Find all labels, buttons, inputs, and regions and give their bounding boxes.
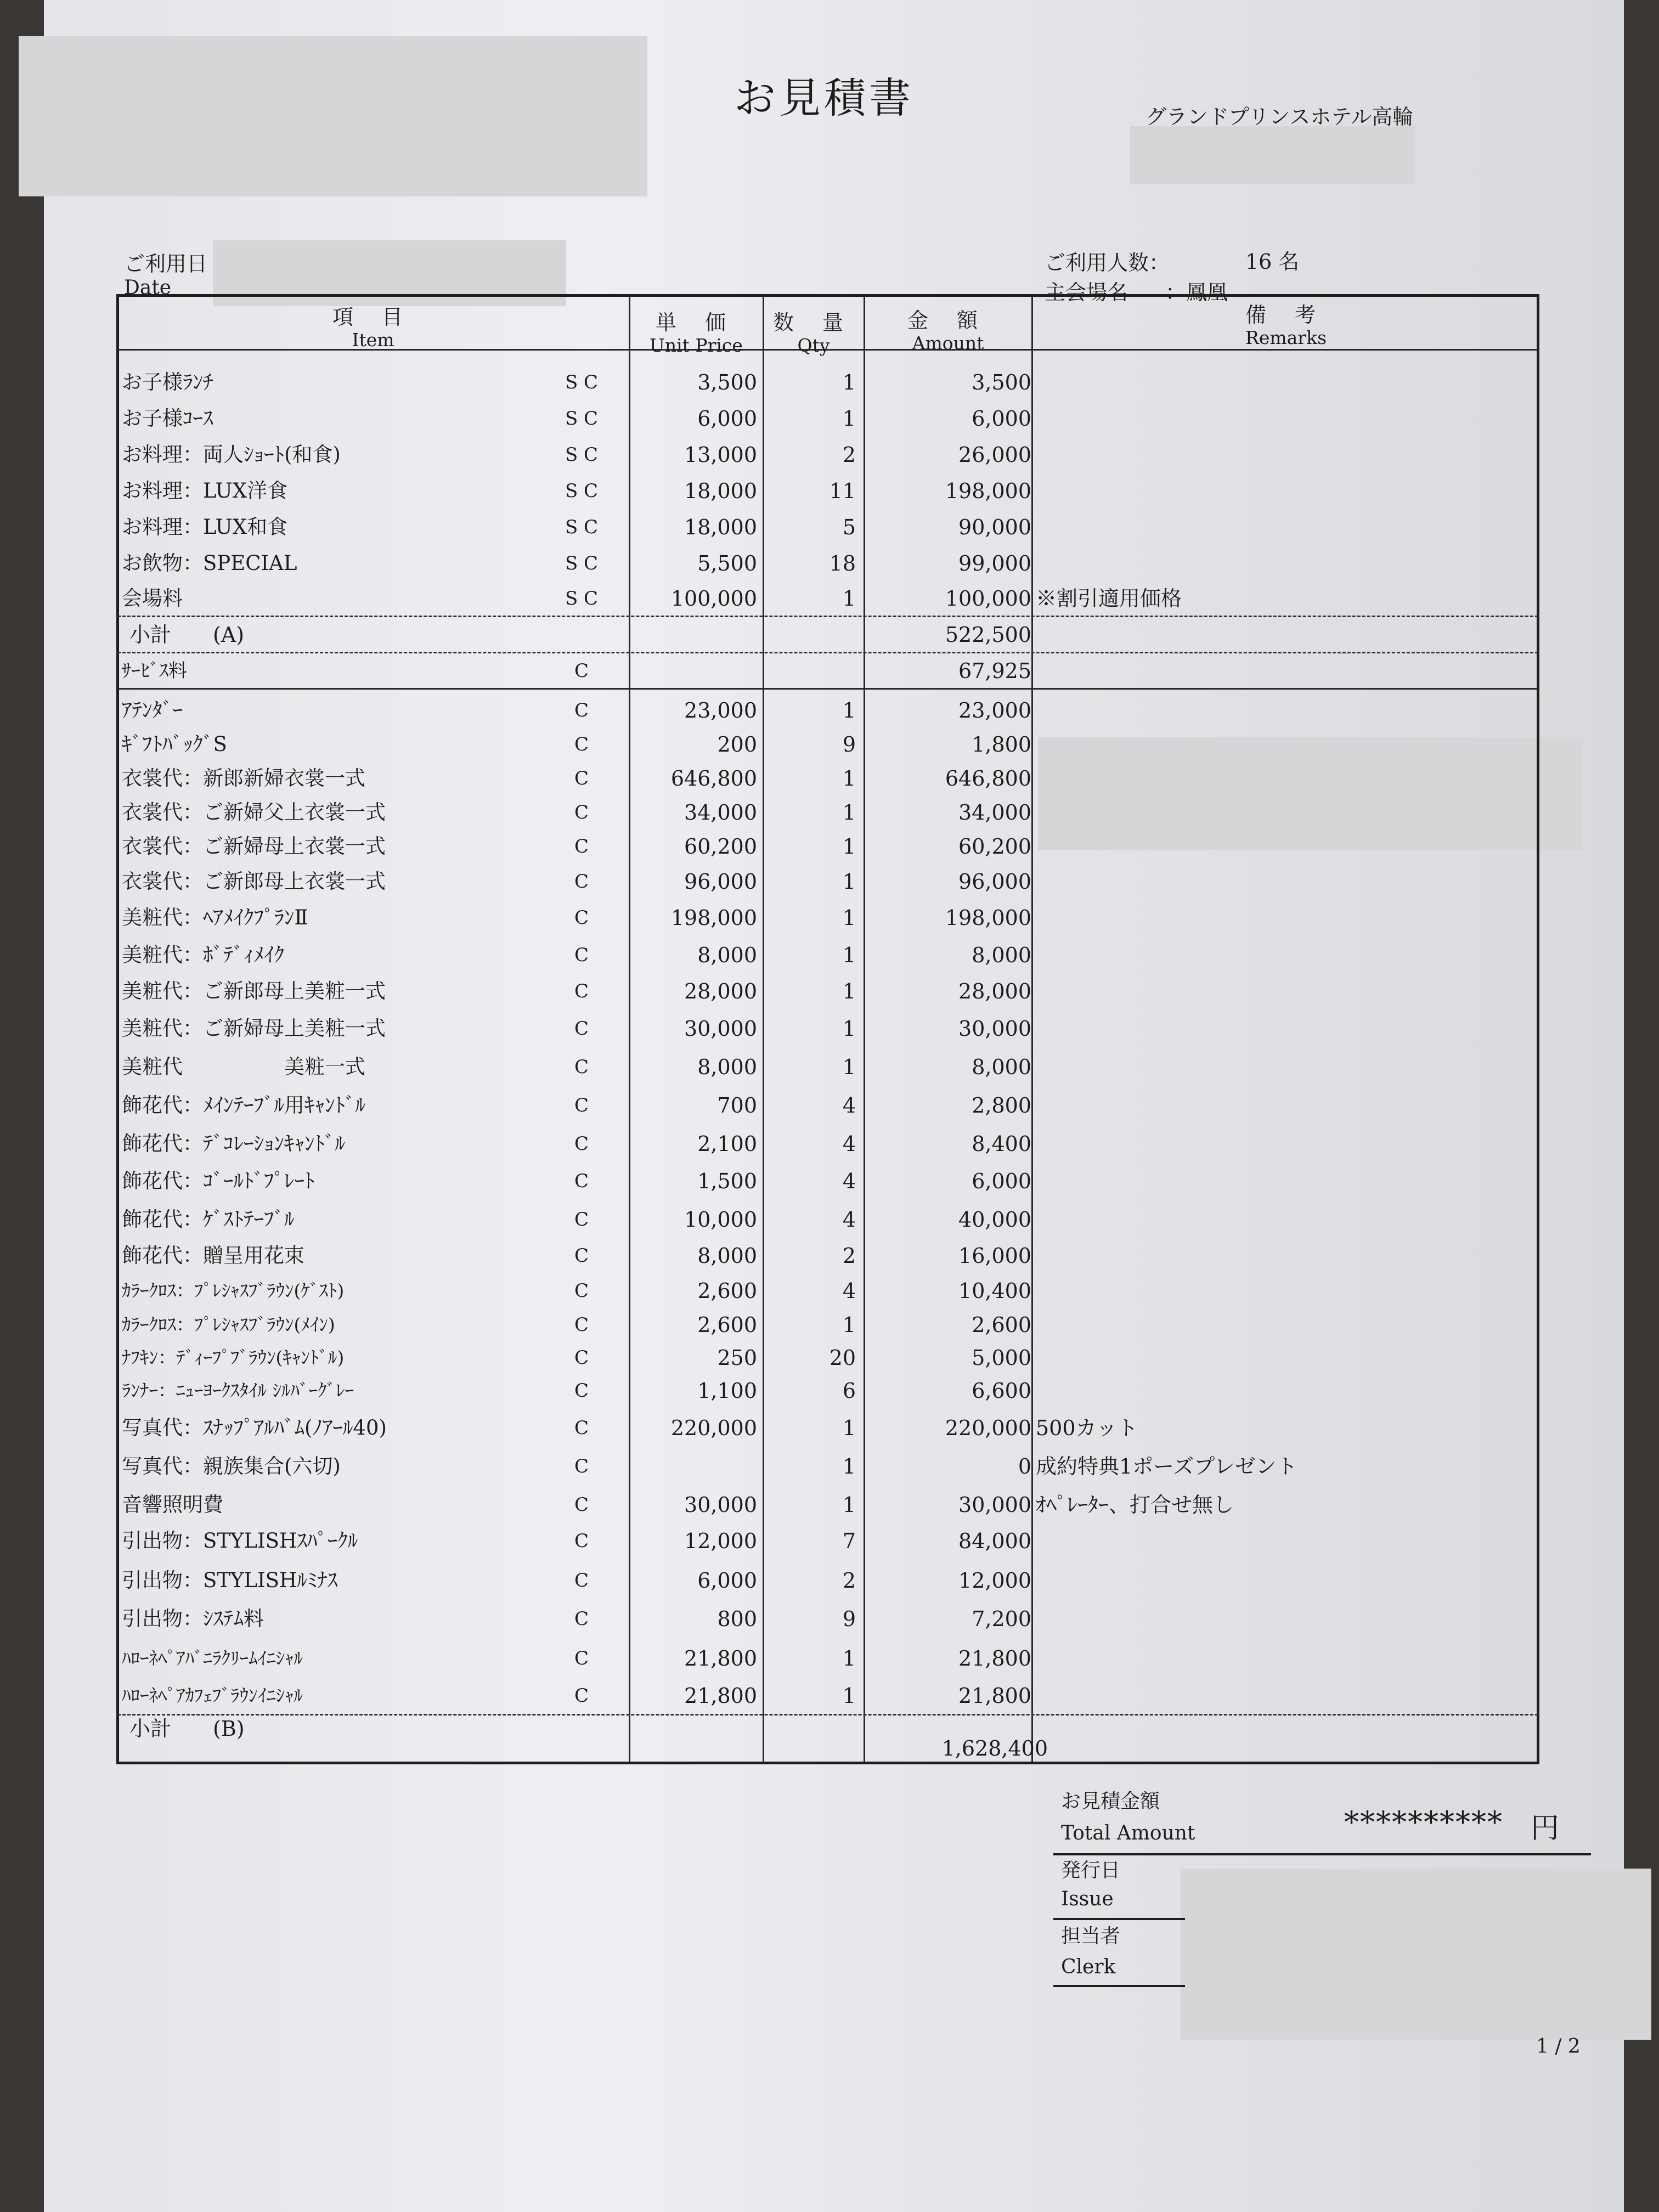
row-code: C — [574, 1209, 589, 1231]
row-amount: 26,000 — [958, 443, 1031, 467]
row-amount: 99,000 — [958, 551, 1031, 575]
row-qty: 4 — [842, 1169, 856, 1193]
row-item: お飲物：SPECIAL — [122, 551, 297, 575]
row-code: C — [574, 944, 589, 966]
row-qty: 4 — [842, 1207, 856, 1232]
row-code: C — [574, 980, 589, 1002]
row-code: C — [574, 1647, 589, 1669]
row-amount: 84,000 — [958, 1529, 1031, 1553]
row-amount: 8,000 — [972, 943, 1031, 967]
row-amount: 6,600 — [972, 1379, 1031, 1403]
row-qty: 4 — [842, 1093, 856, 1118]
row-unit-price: 96,000 — [684, 870, 757, 894]
row-amount: 6,000 — [972, 1169, 1031, 1193]
row-qty: 2 — [842, 1568, 856, 1593]
header-item — [121, 305, 625, 351]
row-amount: 12,000 — [958, 1568, 1031, 1593]
row-code: C — [574, 1280, 589, 1302]
header-remarks — [1034, 303, 1538, 349]
hotel-name: グランドプリンスホテル高輪 — [1146, 105, 1414, 129]
row-qty: 1 — [842, 870, 856, 894]
row-qty: 9 — [842, 732, 856, 757]
service-charge-code: C — [574, 660, 589, 682]
row-amount: 30,000 — [958, 1017, 1031, 1041]
row-amount: 21,800 — [958, 1684, 1031, 1708]
row-item: お子様ﾗﾝﾁ — [122, 370, 213, 394]
row-qty: 1 — [842, 407, 856, 431]
issue-label: 発行日 — [1061, 1859, 1121, 1882]
row-remarks: 500カット — [1036, 1416, 1138, 1440]
row-amount: 34,000 — [958, 800, 1031, 825]
row-amount: 30,000 — [958, 1493, 1031, 1517]
row-item: 美粧代 美粧一式 — [122, 1055, 365, 1079]
row-unit-price: 6,000 — [697, 407, 757, 431]
row-item: 美粧代：ﾎﾞﾃﾞｨﾒｲｸ — [122, 943, 284, 967]
row-code: C — [574, 1018, 589, 1040]
row-qty: 20 — [829, 1346, 856, 1370]
row-code: C — [574, 1347, 589, 1369]
row-qty: 1 — [842, 834, 856, 859]
row-qty: 1 — [842, 1416, 856, 1440]
row-unit-price: 30,000 — [684, 1017, 757, 1041]
redacted-issue-clerk — [1181, 1869, 1651, 2040]
row-unit-price: 1,100 — [697, 1379, 757, 1403]
row-qty: 7 — [842, 1529, 856, 1553]
row-amount: 8,000 — [972, 1055, 1031, 1079]
row-unit-price: 100,000 — [670, 586, 757, 611]
header-amount-en: Amount — [912, 332, 984, 354]
header-amount-jp: 金 額 — [907, 308, 989, 332]
row-remarks: 成約特典1ポーズプレゼント — [1036, 1454, 1297, 1479]
row-item: ﾊﾛｰﾈﾍﾟｱﾊﾞﾆﾗｸﾘｰﾑｲﾆｼｬﾙ — [122, 1647, 303, 1669]
row-item: ﾗﾝﾅｰ：ﾆｭｰﾖｰｸｽﾀｲﾙ ｼﾙﾊﾞｰｸﾞﾚｰ — [122, 1380, 354, 1401]
row-qty: 2 — [842, 1244, 856, 1268]
row-item: 美粧代：ご新婦母上美粧一式 — [122, 1017, 386, 1040]
row-amount: 3,500 — [972, 370, 1031, 394]
row-code: C — [574, 836, 589, 857]
row-unit-price — [636, 1448, 757, 1485]
row-qty: 1 — [842, 1493, 856, 1517]
row-amount: 100,000 — [945, 586, 1031, 611]
row-qty: 1 — [842, 370, 856, 394]
header-item-jp: 項 目 — [332, 305, 414, 329]
row-code: C — [574, 1094, 589, 1116]
document-title: お見積書 — [734, 74, 914, 122]
header-qty-jp: 数 量 — [772, 311, 855, 335]
row-item: 写真代：親族集合(六切) — [122, 1454, 341, 1478]
row-item: 衣裳代：ご新郎母上衣裳一式 — [122, 870, 386, 893]
row-item: 飾花代：ﾃﾞｺﾚｰｼｮﾝｷｬﾝﾄﾞﾙ — [122, 1132, 345, 1155]
row-code: S C — [565, 444, 599, 466]
subtotal-b-divider — [117, 1714, 1538, 1716]
page-number: 1 / 2 — [1536, 2035, 1581, 2058]
row-unit-price: 6,000 — [697, 1568, 757, 1593]
row-qty: 2 — [842, 443, 856, 467]
total-amount-label: お見積金額 — [1061, 1790, 1160, 1813]
header-unit-price-en: Unit Price — [650, 335, 743, 356]
row-code: C — [574, 1245, 589, 1267]
clerk-label: 担当者 — [1061, 1925, 1121, 1948]
row-item: お料理：両人ｼｮｰﾄ(和食) — [122, 443, 341, 466]
row-amount: 16,000 — [958, 1244, 1031, 1268]
row-item: 会場料 — [122, 586, 183, 610]
row-amount: 90,000 — [958, 515, 1031, 539]
row-unit-price: 2,600 — [697, 1313, 757, 1337]
row-amount: 8,400 — [972, 1132, 1031, 1156]
row-unit-price: 250 — [717, 1346, 757, 1370]
total-amount-value: ********** — [1344, 1805, 1503, 1839]
row-qty: 1 — [842, 1313, 856, 1337]
row-item: お料理：LUX洋食 — [122, 479, 288, 503]
row-qty: 18 — [829, 551, 856, 575]
venue-label: 主会場名 — [1045, 280, 1128, 304]
row-amount: 220,000 — [945, 1416, 1031, 1440]
row-amount: 7,200 — [972, 1607, 1031, 1631]
row-code: C — [574, 1380, 589, 1402]
total-amount-label-en: Total Amount — [1061, 1822, 1195, 1844]
row-amount: 60,200 — [958, 834, 1031, 859]
row-unit-price: 8,000 — [697, 1055, 757, 1079]
row-code: C — [574, 1417, 589, 1439]
row-unit-price: 800 — [717, 1607, 757, 1631]
redacted-hotel-contact — [1130, 126, 1415, 184]
row-code: S C — [565, 516, 599, 538]
row-item: 飾花代：贈呈用花束 — [122, 1244, 304, 1267]
header-item-en: Item — [352, 329, 394, 351]
total-underline — [1053, 1853, 1591, 1855]
row-qty: 4 — [842, 1279, 856, 1303]
row-item: 音響照明費 — [122, 1493, 223, 1516]
row-code: C — [574, 871, 589, 893]
row-unit-price: 28,000 — [684, 979, 757, 1003]
row-item: 衣裳代：ご新婦父上衣裳一式 — [122, 800, 386, 824]
row-item: ｶﾗｰｸﾛｽ：ﾌﾟﾚｼｬｽﾌﾞﾗｳﾝ(ｹﾞｽﾄ) — [122, 1280, 345, 1301]
row-unit-price: 23,000 — [684, 698, 757, 723]
row-unit-price: 13,000 — [684, 443, 757, 467]
row-unit-price: 646,800 — [670, 766, 757, 791]
row-code: S C — [565, 552, 599, 574]
row-amount: 646,800 — [945, 766, 1031, 791]
row-amount: 21,800 — [958, 1646, 1031, 1671]
guest-count-label: ご利用人数： — [1045, 251, 1170, 275]
row-amount: 40,000 — [958, 1207, 1031, 1232]
row-amount: 2,600 — [972, 1313, 1031, 1337]
header-remarks-en: Remarks — [1245, 327, 1327, 348]
row-unit-price: 3,500 — [697, 370, 757, 394]
header-remarks-jp: 備 考 — [1245, 303, 1327, 327]
row-qty: 1 — [842, 586, 856, 611]
yen-symbol: 円 — [1531, 1812, 1560, 1845]
row-amount: 6,000 — [972, 407, 1031, 431]
row-item: 引出物：ｼｽﾃﾑ料 — [122, 1607, 264, 1630]
issue-label-en: Issue — [1061, 1888, 1114, 1910]
row-item: ﾊﾛｰﾈﾍﾟｱｶﾌｪﾌﾞﾗｳﾝｲﾆｼｬﾙ — [122, 1685, 303, 1706]
row-unit-price: 18,000 — [684, 479, 757, 503]
row-unit-price: 10,000 — [684, 1207, 757, 1232]
row-code: C — [574, 1314, 589, 1336]
row-qty: 1 — [842, 979, 856, 1003]
header-unit-price-jp: 単 価 — [655, 311, 737, 335]
row-unit-price: 200 — [717, 732, 757, 757]
row-amount: 198,000 — [945, 906, 1031, 930]
row-amount: 96,000 — [958, 870, 1031, 894]
row-qty: 1 — [842, 1684, 856, 1708]
header-qty — [765, 311, 862, 357]
row-unit-price: 30,000 — [684, 1493, 757, 1517]
row-amount: 2,800 — [972, 1093, 1031, 1118]
row-unit-price: 34,000 — [684, 800, 757, 825]
row-qty: 1 — [842, 1017, 856, 1041]
row-amount: 198,000 — [945, 479, 1031, 503]
header-qty-en: Qty — [797, 335, 830, 356]
guest-count-value: 16 名 — [1245, 250, 1300, 274]
row-unit-price: 220,000 — [670, 1416, 757, 1440]
row-unit-price: 5,500 — [697, 551, 757, 575]
row-amount: 1,800 — [972, 732, 1031, 757]
row-qty: 1 — [842, 943, 856, 967]
row-code: C — [574, 1530, 589, 1552]
row-item: 美粧代：ﾍｱﾒｲｸﾌﾟﾗﾝⅡ — [122, 906, 308, 929]
row-unit-price: 1,500 — [697, 1169, 757, 1193]
row-unit-price: 198,000 — [670, 906, 757, 930]
row-unit-price: 60,200 — [684, 834, 757, 859]
row-code: C — [574, 1170, 589, 1192]
row-unit-price: 21,800 — [684, 1646, 757, 1671]
subtotal-b-amount: 1,628,400 — [941, 1736, 1048, 1760]
clerk-underline — [1053, 1985, 1185, 1987]
redacted-customer-block — [19, 36, 647, 196]
row-unit-price: 12,000 — [684, 1529, 757, 1553]
date-label: ご利用日 — [124, 252, 208, 276]
row-amount: 10,400 — [958, 1279, 1031, 1303]
row-item: 衣裳代：新郎新婦衣裳一式 — [122, 766, 365, 790]
clerk-label-en: Clerk — [1061, 1956, 1116, 1978]
row-item: お子様ｺｰｽ — [122, 407, 213, 430]
row-code: C — [574, 1133, 589, 1155]
col-divider — [629, 296, 630, 1762]
header-amount — [866, 308, 1030, 354]
row-qty: 1 — [842, 906, 856, 930]
row-qty: 6 — [842, 1379, 856, 1403]
row-code: C — [574, 733, 589, 755]
row-code: C — [574, 1056, 589, 1078]
row-remarks: ｵﾍﾟﾚｰﾀｰ、打合せ無し — [1036, 1493, 1234, 1517]
subtotal-a-label: 小計 (A) — [129, 623, 245, 647]
row-item: ｷﾞﾌﾄﾊﾞｯｸﾞS — [122, 732, 227, 756]
row-code: C — [574, 1685, 589, 1707]
row-qty: 1 — [842, 1454, 856, 1479]
row-code: C — [574, 1570, 589, 1592]
row-code: C — [574, 802, 589, 823]
row-unit-price: 2,600 — [697, 1279, 757, 1303]
row-code: C — [574, 907, 589, 929]
row-item: ｶﾗｰｸﾛｽ：ﾌﾟﾚｼｬｽﾌﾞﾗｳﾝ(ﾒｲﾝ) — [122, 1314, 335, 1335]
row-amount: 23,000 — [958, 698, 1031, 723]
subtotal-a-amount: 522,500 — [945, 623, 1031, 647]
row-amount: 0 — [1018, 1454, 1031, 1479]
row-code: C — [574, 1455, 589, 1477]
issue-underline — [1053, 1918, 1185, 1920]
row-qty: 1 — [842, 1646, 856, 1671]
row-qty: 1 — [842, 800, 856, 825]
row-qty: 1 — [842, 766, 856, 791]
row-unit-price: 2,100 — [697, 1132, 757, 1156]
row-item: 写真代：ｽﾅｯﾌﾟｱﾙﾊﾞﾑ(ﾉｱｰﾙ40) — [122, 1416, 387, 1440]
row-unit-price: 18,000 — [684, 515, 757, 539]
row-item: ﾅﾌｷﾝ：ﾃﾞｨｰﾌﾟﾌﾞﾗｳﾝ(ｷｬﾝﾄﾞﾙ) — [122, 1347, 345, 1368]
service-charge-label: ｻｰﾋﾞｽ料 — [122, 660, 187, 682]
service-divider — [117, 652, 1538, 653]
row-item: お料理：LUX和食 — [122, 515, 288, 539]
row-unit-price: 21,800 — [684, 1684, 757, 1708]
row-qty: 1 — [842, 698, 856, 723]
row-code: S C — [565, 408, 599, 430]
row-code: C — [574, 1608, 589, 1630]
row-item: 飾花代：ｺﾞｰﾙﾄﾞﾌﾟﾚｰﾄ — [122, 1169, 315, 1193]
row-unit-price: 8,000 — [697, 943, 757, 967]
row-qty: 1 — [842, 1055, 856, 1079]
row-item: 美粧代：ご新郎母上美粧一式 — [122, 979, 386, 1003]
row-item: 飾花代：ﾒｲﾝﾃｰﾌﾞﾙ用ｷｬﾝﾄﾞﾙ — [122, 1093, 365, 1117]
row-code: C — [574, 699, 589, 721]
row-code: S C — [565, 371, 599, 393]
row-qty: 11 — [829, 479, 856, 503]
row-code: C — [574, 1494, 589, 1516]
row-unit-price: 8,000 — [697, 1244, 757, 1268]
date-label-en: Date — [124, 276, 172, 299]
col-divider — [763, 296, 764, 1762]
row-code: C — [574, 768, 589, 789]
row-item: 引出物：STYLISHﾙﾐﾅｽ — [122, 1568, 338, 1592]
row-unit-price: 700 — [717, 1093, 757, 1118]
row-item: ｱﾃﾝﾀﾞｰ — [122, 698, 183, 722]
row-amount: 5,000 — [972, 1346, 1031, 1370]
row-code: S C — [565, 588, 599, 610]
row-remarks: ※割引適用価格 — [1036, 586, 1182, 611]
row-item: 引出物：STYLISHｽﾊﾟｰｸﾙ — [122, 1529, 358, 1553]
venue-value: ：鳳凰 — [1165, 280, 1228, 304]
row-item: 衣裳代：ご新婦母上衣裳一式 — [122, 834, 386, 858]
section-b-divider — [117, 688, 1538, 690]
row-qty: 5 — [842, 515, 856, 539]
row-amount: 28,000 — [958, 979, 1031, 1003]
service-charge-amount: 67,925 — [958, 659, 1031, 683]
col-divider — [1031, 296, 1033, 1762]
row-qty: 9 — [842, 1607, 856, 1631]
col-divider — [864, 296, 865, 1762]
header-unit-price — [631, 311, 761, 357]
row-item: 飾花代：ｹﾞｽﾄﾃｰﾌﾞﾙ — [122, 1207, 295, 1231]
subtotal-b-label: 小計 (B) — [129, 1717, 245, 1741]
row-code: S C — [565, 480, 599, 502]
row-qty: 4 — [842, 1132, 856, 1156]
